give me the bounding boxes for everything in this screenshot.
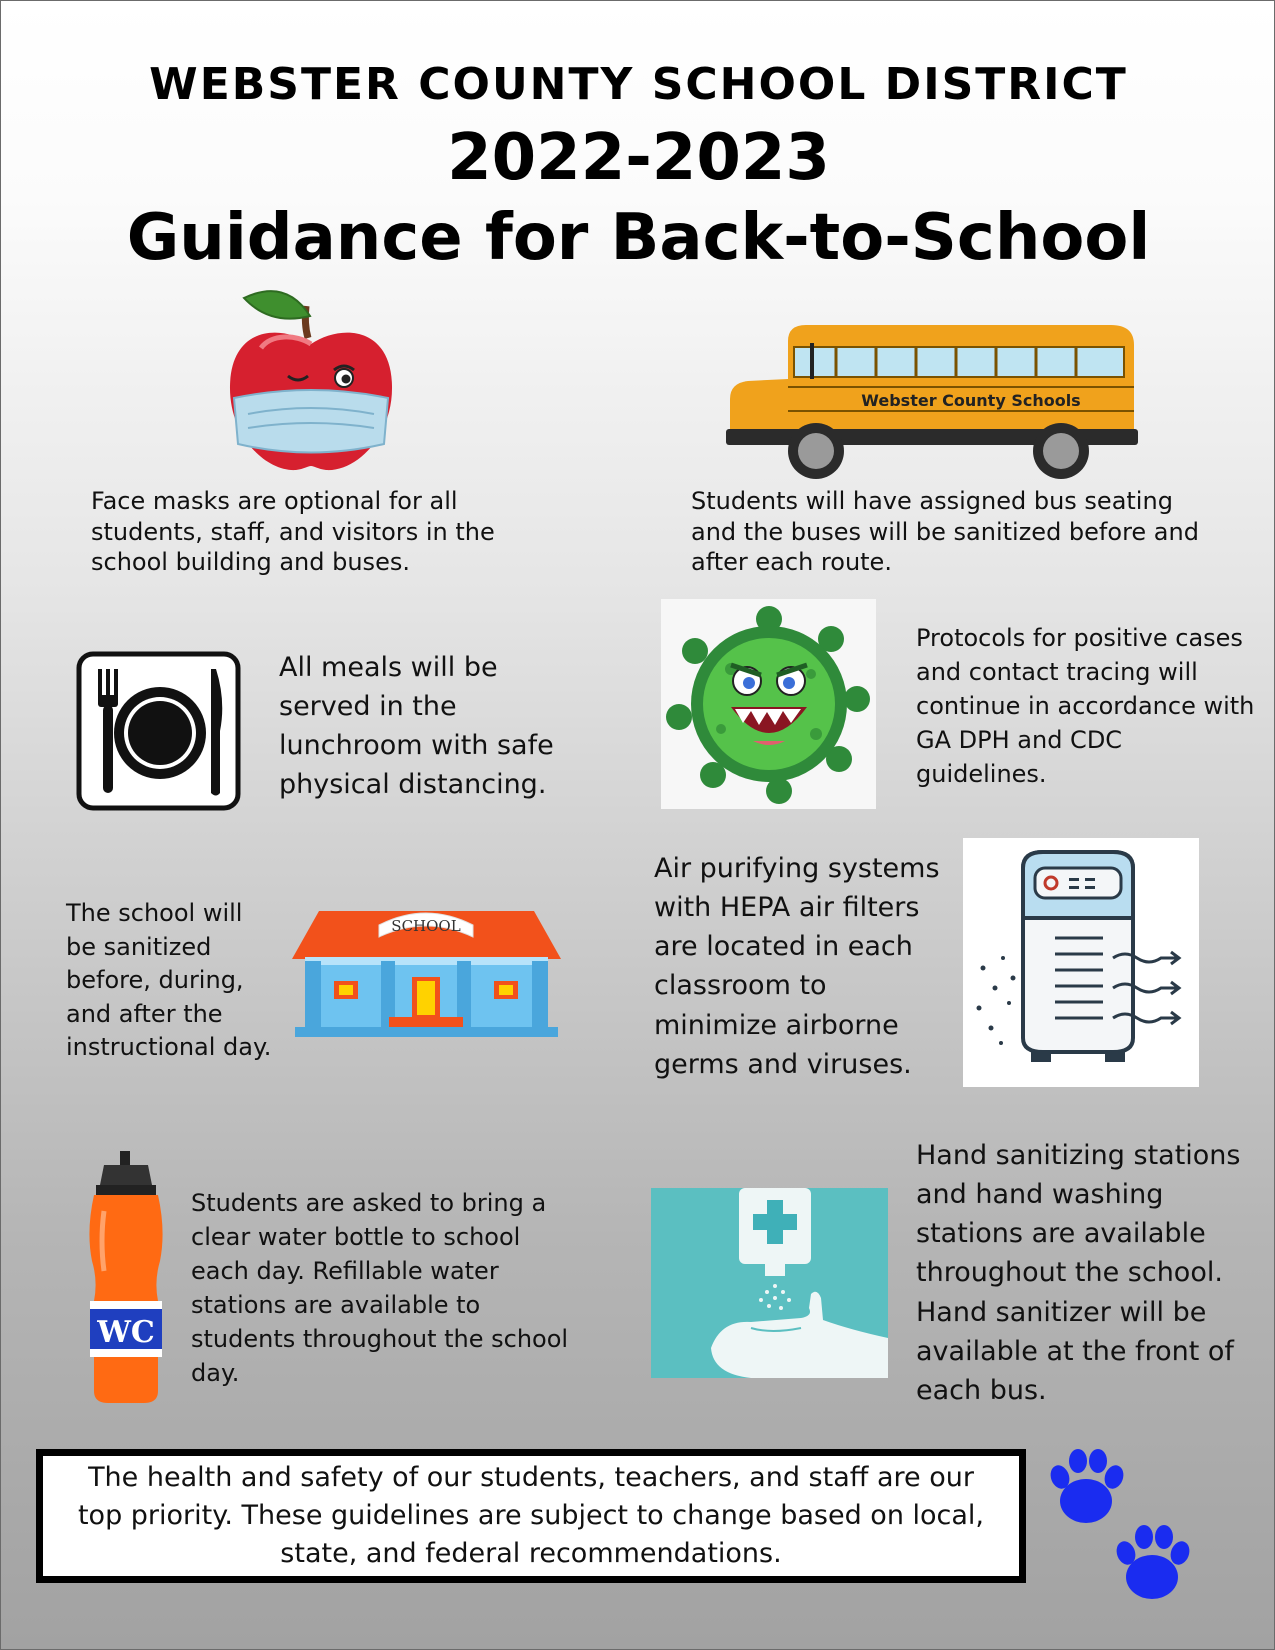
school-year: 2022-2023: [447, 121, 830, 195]
bus-text: Students will have assigned bus seating and the buses will be sanitized before and after each route.: [691, 487, 1199, 577]
bottle-logo: WC: [97, 1315, 155, 1350]
apple-mask-icon: [226, 286, 396, 476]
school-bus-icon: [726, 321, 1141, 486]
virus-icon: [661, 599, 876, 809]
district-title: WEBSTER COUNTY SCHOOL DISTRICT: [149, 59, 1128, 110]
hand-sanitizer-icon: [651, 1188, 888, 1378]
footer-note: The health and safety of our students, teachers, and staff are our top priority. These guidelines are subject to change based on local, state, and federal recommendations.: [77, 1462, 985, 1569]
sanitized-text: The school will be sanitized before, during, and after the instructional day.: [66, 899, 272, 1062]
footer-note-box: [36, 1449, 1026, 1583]
paw-prints-icon: [1046, 1449, 1196, 1609]
meals-text: All meals will be served in the lunchroom with safe physical distancing.: [279, 652, 554, 801]
protocols-text: Protocols for positive cases and contact tracing will continue in accordance with GA DPH and CDC guidelines.: [916, 624, 1255, 789]
plate-cutlery-icon: [76, 651, 241, 811]
hands-text: Hand sanitizing stations and hand washing stations are available throughout the school. Hand sanitizer will be available at the front of each bus.: [916, 1140, 1241, 1406]
school-building-icon: [289, 901, 564, 1046]
bus-side-label: Webster County Schools: [861, 391, 1081, 410]
water-bottle-icon: [86, 1151, 166, 1406]
water-text: Students are asked to bring a clear water bottle to school each day. Refillable water stations are available to students throughout the school day.: [191, 1189, 569, 1388]
school-sign: SCHOOL: [391, 917, 461, 935]
air-text: Air purifying systems with HEPA air filters are located in each classroom to minimize airborne germs and viruses.: [654, 853, 940, 1080]
air-purifier-icon: [963, 838, 1199, 1087]
guidance-title: Guidance for Back-to-School: [126, 201, 1151, 275]
masks-text: Face masks are optional for all students, staff, and visitors in the school building and buses.: [91, 487, 495, 577]
